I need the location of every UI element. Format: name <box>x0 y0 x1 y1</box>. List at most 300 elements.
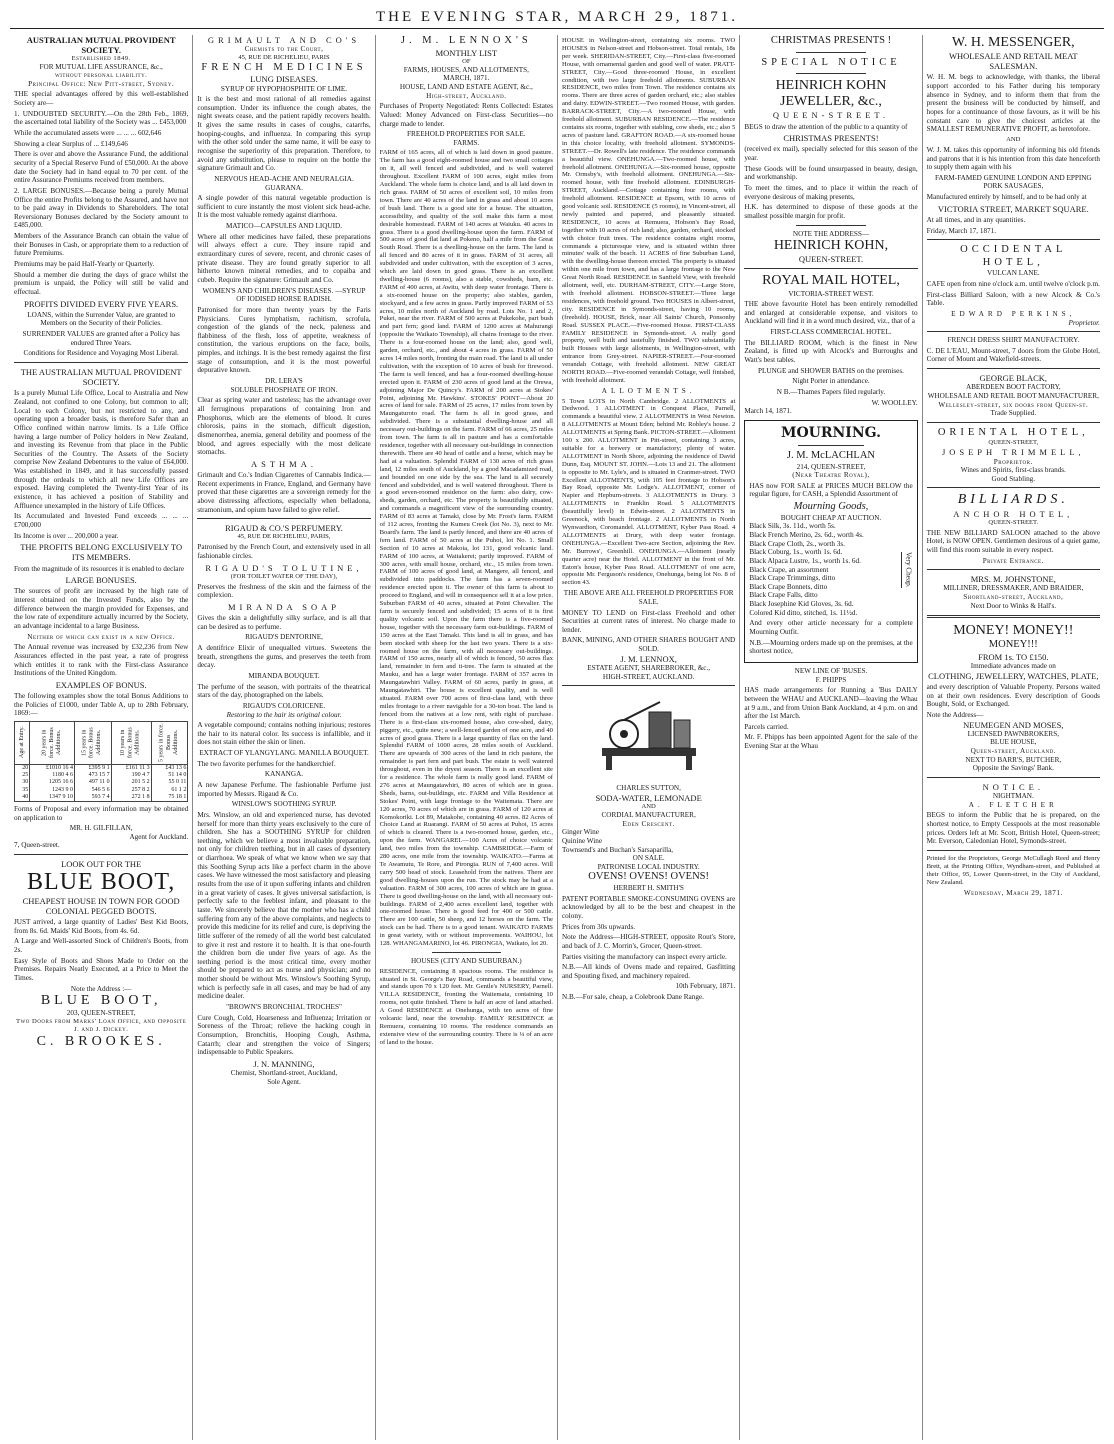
very-cheap: Very Cheap. <box>901 552 913 588</box>
farm-listings: FARM of 165 acres, all of which is laid down in good pasture. The farm has a good eight-roomed house and two small cottages on it, all well fenced and subdivided, and is well watered throughout. Excellent FARM of 100 acres, eight miles from Auckland. The whole farm is choice land, and is all laid down in rich grass. FARM of 50 acres of excellent soil, 10 miles from town. There are 40 acres of the land in grass and about 10 acres of bush land. There is a good site for a house. The situation, accessibility, and quality of the soil make this farm a most desirable homestead. FARM of 140 acres at Waiuku. 40 acres in grass. There is a good dwelling-house upon the farm. FARM of 500 acres of good flat land at Pokeno, half a mile from the Great South Road. There is a dwelling-house on the farm. The land is all fenced and 80 acres of it in grass. FARM of 31 acres, all subdivided and under cultivation, with the exception of 3 acres, which are laid down in good grass. There is an excellent dwelling-house (6 rooms), also a stable, cowsheds, barn, etc. FARM of 400 acres, at Awitu, with deep water frontage. There is a six-roomed house on the property; also stables, garden, stockyard, and a few acres in grass. Partly improved FARM of 53 acres, 10 miles north of Auckland by road. Lots No. 1 and 2, Pukei, near the river. FARM of 500 acres at Pukekohe, part bush and part fern; good land. FARM of 1200 acres at Mahurangi (opposite the Waikato Township), all chains frontage to the river. There is a four-roomed house on the land; also, good well, garden, orchard, etc., and about 4 acres in grass. FARM of 50 acres 14 miles north, fronting the main road. The land is all under cultivation, with the exception of 10 acres of bush for firewood. The farm is well fenced, and has a four-roomed dwelling-house erected upon it. FARM of 230 acres of good land at the Orewa, adjoining Major De Quincy's. FARM of 200 acres at Stokes' Point, adjoining Mr. Hawkins'. STOKES' POINT—About 20 acres of land for sale. FARM of 25 acres, 17 miles from town by Maungaturoto road. The farm is all in good grass, and subdivided. There is a substantial dwelling-house and all necessary out-buildings on the farm. FARM of 66 acres, 25 miles from town. The farm is all in pasture and has a comfortable residence, together with all necessary out-buildings in connection therewith. There are 40 head of cattle and a horse, which may be had at a valuation. Splendid FARM of 130 acres of rich grass land, 12 miles south of Auckland, by a good Macadamized road, and bounded on one side by the sea. The land is all securely fenced and subdivided, and is well watered throughout. There is a good seven-roomed residence on the farm: also dairy, cow-sheds, garden, orchard, etc. The property is beautifully situated, and commands a magnificent view of the surrounding country. FARM of 83 acres at Tamaki, close by Mr. Frost's farm. FARM of 112 acres, fronting the Kumeu Creek (lot No. 3), next to Mr. Board's farm. The land is partly fenced, and there are 40 acres of fern land. FARM of 50 acres at the Puhoi, lot No. 1. Small Section of 10 acres at Makoia, lot 131, good volcanic land. FARM of 100 acres, at Waitakerei; partly improved. FARM of 300 acres, with small house, orchard, etc., 15 miles from town. FARM of 100 acres of good land, at Mangere, all fenced, and subdivided into paddocks. The farm has a seven-roomed residence erected upon it. The owner of this farm is about to proceed to England, and will in consequence sell it at a low price. Suburban FARM of 40 acres, situated at Point Chevalier. The farm is securely fenced and subdivided; 15 acres of it is first quality volcanic soil. Upon the farm there is a five-roomed house, together with the necessary farm out-buildings. FARM of 150 acres at the East Tamaki. This land is all in grass, and has been stocked with sheep for the last two years. There is a six-roomed house on the farm, with all necessary out-buildings. FARM of 150 acres, nearly all of which is fenced, 50 acres flax land, remainder in fern and ti-tree. The farm is situated at the Mauku, and has a large water frontage. FARM of 357 acres in Maungatawhiri Valley. FARM of 60 acres, partly in grass, at Maungatawhiri. The house is excellent quality, and is well situated. FARM over 700 acres of first-class land, with three miles frontage to a river navigable for a 30-ton boat. The land is fenced from the natives at a low rent, with right of purchase. There is a first-class six-roomed house, also cow-shed, dairy, piggery, etc., quite new; a well-fenced garden of one acre, and 40 acres of good grass. There is a large quantity of flax on the land. Splendid FARM of 1000 acres, 28 miles south of Auckland. There are upwards of 300 acres of the land in rich pasture, the remainder is part fern and part bush. The estate is well watered throughout, even in the dryest season. There is an excellent site for a residence. The whole farm is really good land. FARM of 276 acres at Maungatawhiri, 80 acres of which are in grass. Sheds, barns, out-buildings, etc. FARM and Villa Residence at Stokes' Point, with large frontage to the Waitemata. There are 120 acres, 70 acres of which are in grass. FARM of 120 acres at Komokoriki. Lot 89, Matakohe, containing 40 acres. 82 Acres of Choice Land at Ruarangi. FARM of 50 acres at Puhoi, 15 acres of which is cleared. There is a two-roomed house, garden, etc., upon the farm. WANGAREI.—100 Acres of choice volcanic land, two miles from the township. CAMBRIDGE.—Farm of 280 acres, one mile from the township. WAIKATO.—Farms at Te Awamutu, Te Rore, and Pirongia. RUN of 7,400 acres. Will carry 500 head of stock. Leasehold from the natives. There are good dwelling-houses upon the run. The stock may be had at a valuation. FARM of 300 acres, 100 acres of which are in grass. There is good dwelling-house on the land, with all necessary out-buildings. FARM of 2,400 acres excellent land, together with one-roomed house. There is good feed for 400 or 500 cattle. There are 100 cattle, 50 sheep, and 12 horses on the farm. The stock can be had. There is to a good tenant. WAIKATO FARMS in great variety, with or without improvements. WAIHOU, lot 128. WHANGAMARINO, lot 46. PIRONGIA, Waikato, lot 20. <box>379 149 553 948</box>
divider <box>14 854 188 855</box>
bank-shares: BANK, MINING, AND OTHER SHARES BOUGHT AND SOLD. <box>562 636 736 654</box>
and-word: AND <box>641 803 656 811</box>
divider <box>927 239 1100 240</box>
brown-heading: "BROWN'S BRONCHIAL TROCHES" <box>226 1003 342 1012</box>
parcels: Parcels carried. <box>744 722 789 731</box>
soda-lemonade: SODA-WATER, LEMONADE <box>595 792 702 803</box>
fletcher-body: BEGS to inform the Public that he is prepared, on the shortest notice, to Empty Cesspools at the most reasonable prices. Orders left at Mr. Scott, British Hotel, Queen-street; Mr. Everson, Caledonian Hotel, Symonds-street. <box>926 811 1100 846</box>
soluble-body: Clear as spring water and tasteless; has the advantage over all ferruginous preparations of containing Iron and Phosphorus, which are the elements of blood. It cures chlorosis, pains in the stomach, difficult digestion, dismenorrhea, anemia, general debility and poorness of the blood, and agrees especially with the most delicate stomachs. <box>197 396 371 457</box>
profits-belong: THE PROFITS BELONG EXCLUSIVELY TO ITS MEMBERS. <box>20 542 183 563</box>
winslow-body: Mrs. Winslow, an old and experienced nurse, has devoted herself for more than thirty years exclusively to the cure of children. She has a SOOTHING SYRUP for children teething, which we believe a most invaluable preparation, not only for children teething, but in all cases of dysentery or diarrhoea. We speak of what we know when we say that this Soothing Syrup acts like a perfect charm in the above cases. We have witnessed the most satisfactory and pleasing results from the use of it upon suffering infants and children in a great variety of cases. It gives universal satisfaction, is perfectly safe to the feeblest infant, and pleasant to the taste. We sincerely believe that the mother who has a child suffering from any of the above complaints, and neglects to provide this medicine for its relief and cure, is depriving the little sufferer of the remedy of all the world best calculated to give it rest and restore it to health. It is that one-fourth the children born die under five years of age. As the teething period is the most critical time, every mother should be prepared to act as nurse and physician; and no mother should be without Mrs. Winslow's Soothing Syrup, which is perfectly safe in all cases, and may be had of any medicine dealer. <box>197 810 371 1001</box>
table-cell: 51 14 0 <box>151 772 188 779</box>
cordial: CORDIAL MANUFACTURER, <box>601 810 696 819</box>
amp-point-1b: While the accumulated assets were ... ... ... 602,646 <box>14 129 162 138</box>
amp-office: Principal Office: New Pitt-street, Sydney. <box>28 79 175 88</box>
date-woolley: March 14, 1871. <box>744 407 792 416</box>
nb-ovens: N.B.—All kinds of Ovens made and repaired, Gasfitting and Spouting fixed, and machinery repaired. <box>561 963 736 980</box>
bouquet-heading: MIRANDA BOUQUET. <box>248 671 320 680</box>
wellesley: Wellesley-street, six doors from Queen-st. <box>938 400 1089 409</box>
phipps-agent: Mr. F. Phipps has been appointed Agent for the sale of the Evening Star at the Whau <box>744 733 918 751</box>
table-row <box>15 764 188 772</box>
billiard-room: The BILLIARD ROOM, which is the finest in New Zealand, is fitted up with Alcock's and Burroughs and Watt's best tables. <box>744 338 918 365</box>
mourning-goods: Mourning Goods, <box>793 501 869 513</box>
engraving-leg <box>606 756 612 770</box>
agent-role: Agent for Auckland. <box>129 832 189 841</box>
amp-point-4: Premiums may be paid Half-Yearly or Quarterly. <box>14 260 155 268</box>
woolley: W. WOOLLEY. <box>871 398 918 407</box>
bonus-table-header-cell: Age at Entry. <box>15 721 30 764</box>
list-item: Black Crape Falls, ditto <box>749 591 818 600</box>
address-203: 203, QUEEN-STREET, <box>66 1009 136 1018</box>
mourning-heading: MOURNING. <box>780 424 881 441</box>
table-cell: 1243 9 0 <box>30 787 75 794</box>
women-heading: WOMEN'S AND CHILDREN'S DISEASES. —SYRUP OF IODISED HORSE RADISH. <box>202 286 366 304</box>
sutton-name: CHARLES SUTTON, <box>616 784 681 793</box>
blue-boot-heading: BLUE BOOT, <box>27 869 176 896</box>
divider <box>927 615 1100 618</box>
trade-supplied: Trade Supplied. <box>990 409 1037 418</box>
list-item: Black French Merino, 2s. 6d., worth 4s. <box>749 530 864 539</box>
table-cell: 40 <box>15 794 30 802</box>
ylang-heading: EXTRACT OF YLANGYLANG. MANILLA BOUQUET. <box>199 749 369 758</box>
farms-heading: FARMS. <box>453 138 480 147</box>
money-lend: MONEY TO LEND on First-class Freehold and other Securities at current rates of interest. No charge made to lender. <box>561 608 736 634</box>
freehold-heading: FREEHOLD PROPERTIES FOR SALE. <box>407 130 526 139</box>
smith-name: HERBERT H. SMITH'S <box>613 884 684 893</box>
and-word: AND <box>1006 135 1021 143</box>
table-cell: 190 4 7 <box>111 772 151 779</box>
amp-title: AUSTRALIAN MUTUAL PROVIDENT SOCIETY. <box>26 35 176 56</box>
list-item: Black Josephine Kid Gloves, 3s. 6d. <box>749 600 854 609</box>
next-door: Next Door to Winks & Hall's. <box>970 601 1057 610</box>
table-cell: 497 11 0 <box>74 779 111 786</box>
examples-heading: EXAMPLES OF BONUS. <box>55 679 147 690</box>
divider <box>927 422 1100 423</box>
lennox-address: HIGH-STREET, AUCKLAND. <box>602 672 695 681</box>
near-theatre: (Near Theatre Royal), <box>792 471 870 480</box>
ylang-body: The two favorite perfumes for the handkerchief. <box>197 759 336 768</box>
private-entrance: Private Entrance. <box>982 556 1044 565</box>
allotment-listings: 5 Town LOTS in North Cambridge. 2 ALLOTMENTS at Dedwood. 1 ALLOTMENT in Conquest Place, Parnell, commands a beautiful view. 2 ALLOTMENTS in West Newton. 8 ALLOTMENTS at Mount Eden; behind Mr. Robley's house. 2 ALLOTMENTS at Spring Bank. PICTON-STREET.—Allotment 100 x 200. ALLOTMENT in Pitt-street, containing 3 acres, suitable for a brewery or manufactory; plenty of water. ALLOTMENT in North Shore, adjoining the residence of David Dunn, Esq. MOUNT ST. JOHN.—Lots 13 and 21. The allotment is opposite to Mr. Lyle's, and is situated in Cranmer-street. TWO Excellent ALLOTMENTS, with 105 feet frontage to Hobson's Bay Road, opposite Mr. Lodge's. ALLOTMENT, corner of Napier and Hepburn-streets. 3 ALLOTMENTS in Drury. 3 ALLOTMENTS in Franklin Road. 5 ALLOTMENTS (beautifully level) in Edwin-street. 2 ALLOTMENTS in Greenock, with beach frontage. 2 ALLOTMENTS in North Wynwardton, Coromandel. ALLOTMENT, Kyber Pass Road. 4 ALLOTMENTS at Drury, with deep water frontage. ONEHUNGA.—Excellent Two-acre Section, adjoining the Rev. Mr. Burrows', Greenhill. ONEHUNGA.—Allotment (nearly quarter acre) near the Hotel. ALLOTMENT in the front of Mr. Eaton's house, Kyber Pass Road. ALLOTMENT of one acre, opposite Mr. Ferguson's residence, Onehunga, being lot No. 8 of section 43. <box>561 397 736 587</box>
amp-without: without personal liability. <box>55 71 148 79</box>
perkins: EDWARD PERKINS, <box>951 309 1076 318</box>
just-arrived: JUST arrived, a large quantity of Ladies' Best Kid Boots, from 8s. 6d. Maids' Kid Boots, from 4s. 6d. <box>14 918 189 935</box>
syrup-body: It is the best and most rational of all remedies against consumption. Under its influence the cough abates, the night sweats cease, and the patient rapidly recovers health. It gives the same results in cases of coughs, catarrhs, hooping-coughs, and influenza. In comparing this syrup with the other sold under the same name, it will be easy to recognise the superiority of this preparation. Therefore, to avoid any substitution, please to require on the bottle the signature Grimault and Co. <box>197 95 371 173</box>
billiard-saloon: First-class Billiard Saloon, with a new Alcock & Co.'s Table. <box>926 290 1100 308</box>
royal-mail: ROYAL MAIL HOTEL, <box>762 273 900 289</box>
table-row <box>15 772 188 779</box>
list-item: Colored Kid ditto, stitched, 1s. 11½d. <box>749 608 858 617</box>
meet: To meet the times, and to place it within the reach of everyone desirous of making presents, <box>744 183 918 201</box>
phipps: F. PHIPPS <box>815 675 847 684</box>
allotments-heading: ALLOTMENTS. <box>601 386 696 395</box>
engraving-tank <box>674 720 690 748</box>
grimault-address: 45, RUE DE RICHELIEU, PARIS <box>238 53 330 61</box>
saloon: THE NEW BILLIARD SALOON attached to the above Hotel, is NOW OPEN. Gentlemen desirous of a quiet game, will find this room suitable in every respect. <box>926 528 1100 554</box>
all-times: At all times, and in any quantities. <box>926 215 1026 224</box>
xmas-presents: CHRISTMAS PRESENTS! <box>783 133 879 144</box>
george-black: GEORGE BLACK, <box>979 373 1048 384</box>
kohn-name-2: HEINRICH KOHN, <box>773 238 889 254</box>
aberdeen: ABERDEEN BOOT FACTORY, <box>965 383 1061 392</box>
of: OF <box>462 57 471 65</box>
proprietor: Proprietor. <box>1068 318 1100 327</box>
milliner: MILLINER, DRESSMAKER, AND BRAIDER, <box>943 584 1084 593</box>
from-range: FROM 1s. TO £150. <box>978 652 1049 663</box>
prices: Prices from 30s upwards. <box>561 922 636 931</box>
amp-established: Established 1849. <box>71 55 131 63</box>
table-cell: 1205 16 6 <box>30 779 75 786</box>
bonus-table-header <box>15 721 188 764</box>
manning-role: Sole Agent. <box>267 1077 301 1086</box>
amp-point-1c: Showing a clear Surplus of ... £149,646 <box>14 139 128 148</box>
table-row <box>15 779 188 786</box>
nb-mourning: N.B.—Mourning orders made up on the premises, at the shortest notice, <box>749 638 913 656</box>
bonus-table-header-cell: 5 years in force. Bonus Additions. <box>151 721 188 764</box>
johnstone: MRS. M. JOHNSTONE, <box>970 574 1056 585</box>
messenger-name: W. H. MESSENGER, <box>951 35 1075 50</box>
houses-heading: HOUSES (CITY AND SUBURBAN.) <box>410 956 522 965</box>
advances: Immediate advances made on <box>970 662 1056 671</box>
list-item: Black Silk, 3s. 11d., worth 5s. <box>749 522 836 531</box>
women-body: Patronised for more than twenty years by the Faris Physicians. Cures lymphatism, rachitism, scrofula, congestion of the glands of the neck, paleness and flabbiness of the flesh, loss of appetite, weakness of constitution, the various eruptions on the face, boils, pimples, and itchings. It is the best remedy against the first stage of consumption, and it is the most powerful depurative known. <box>197 305 371 375</box>
columns <box>10 35 1104 1440</box>
anchor: ANCHOR HOTEL, <box>953 508 1074 519</box>
table-cell: 1180 4 6 <box>30 772 75 779</box>
table-cell: 75 18 1 <box>151 794 188 802</box>
lookout: LOOK OUT FOR THE <box>61 859 142 870</box>
messenger-body: W. H. M. begs to acknowledge, with thanks, the liberal support accorded to his Father during his temporary absence in Sydney, and to inform them that from the present the business will be conducted by himself, and hopes for a continuance of those favours, as it will be his constant care to give the choicest articles at the SMALLEST REMUNERATIVE PROFIT, as heretofore. <box>926 73 1100 134</box>
money-heading-2: MONEY!!! <box>988 639 1038 651</box>
column-1 <box>10 35 192 1440</box>
french-shirt: FRENCH DRESS SHIRT MANUFACTORY. <box>947 336 1080 345</box>
guarana-heading: GUARANA. <box>265 183 303 192</box>
next-barr: NEXT TO BARR'S, BUTCHER, <box>965 755 1062 764</box>
date-ovens: 10th February, 1871. <box>675 982 736 991</box>
vulcan-lane: VULCAN LANE. <box>986 269 1040 278</box>
engraving-hub <box>620 730 628 738</box>
list-item: Black Crape Bonnets, ditto <box>749 582 828 591</box>
bought-cheap: BOUGHT CHEAP AT AUCTION. <box>780 513 882 522</box>
oriental: ORIENTAL HOTEL, <box>937 426 1089 438</box>
occidental: OCCIDENTAL HOTEL, <box>960 244 1067 268</box>
blue-boot-2: BLUE BOOT, <box>40 993 162 1009</box>
miranda-soap-heading: MIRANDA SOAP <box>227 601 340 612</box>
list-item: Black Alpaca Lustre, 1s., worth 1s. 6d. <box>749 556 861 565</box>
house-land: HOUSE, LAND AND ESTATE AGENT, &c., <box>399 82 533 91</box>
special-notice: SPECIAL NOTICE <box>761 56 901 68</box>
amp-purpose: FOR MUTUAL LIFE ASSURANCE, &c., <box>39 63 163 72</box>
high-street: High-street, Auckland. <box>426 91 507 100</box>
divider <box>927 331 1100 332</box>
agent-name: MR. H. GILFILLAN, <box>69 824 133 833</box>
tolutine-body: Preserves the freshness of the skin and the fairness of the complexion. <box>197 582 371 600</box>
column-2 <box>192 35 374 1440</box>
winslow-heading: WINSLOW'S SOOTHING SYRUP. <box>231 800 337 809</box>
matico-body: Where all other medicines have failed, these preparations will always effect a cure. They insure rapid and extraordinary cures of severe, recent, and chronic cases of private disease. They are found greatly superior to all hitherto known mineral remedies, and to copaiba and cubeb. Require the signature: Grimault and Co. <box>197 232 371 284</box>
miranda-soap-body: Gives the skin a delightfully silky surface, and is all that can be desired as to perfume. <box>197 614 371 631</box>
kohn-name: HEINRICH KOHN <box>775 78 887 94</box>
night-porter: Night Porter in attendance. <box>792 377 870 386</box>
amp-point-3: Members of the Assurance Branch can obtain the value of their Bonuses in Cash, or appropriate them to a reduction of future Premiums. <box>14 232 189 258</box>
lennox-signature: J. M. LENNOX, <box>620 653 677 664</box>
divider <box>927 777 1100 778</box>
divider <box>14 362 188 363</box>
bonus-table-header-cell: 15 years in force. Bonus Additions. <box>74 721 111 764</box>
rigaud-address: 45, RUE DE RICHELIEU, PARIS, <box>237 533 331 541</box>
notice: NOTICE. <box>982 782 1044 792</box>
patent: PATENT PORTABLE SMOKE-CONSUMING OVENS are acknowledged by all to be the best and cheapest in the colony. <box>561 894 736 920</box>
brown-body: Cure Cough, Cold, Hoarseness and Influenza; Irritation or Soreness of the Throat; relieve the hacking cough in Consumption, Bronchitis, Hooping Cough, Asthma, Catarrh; clear and strengthen the voice of Singers; indispensable to Public Speakers. <box>197 1013 371 1057</box>
divider <box>562 685 735 686</box>
plunge: PLUNGE and SHOWER BATHS on the premises. <box>758 366 904 375</box>
engraving-leg <box>686 756 692 770</box>
note-address: Note the Address :— <box>70 984 132 993</box>
farms-houses: FARMS, HOUSES, AND ALLOTMENTS, <box>403 65 529 74</box>
annual: The Annual revenue was increased by £32,236 from New Assurances effected in the past year, a rate of progress which entitles it to rank with the First-class Assurance Institutions of the United Kingdom. <box>14 643 189 678</box>
xmas-heading: CHRISTMAS PRESENTS ! <box>770 35 892 46</box>
bonus-table-header-cell: 20 years in force. Bonus Additions. <box>30 721 75 764</box>
shortland: Shortland-street, Auckland, <box>963 593 1064 602</box>
kananga-body: A new Japanese Perfume. The fashionable Perfume just imported by Messrs. Rigaud & Co. <box>197 781 371 798</box>
above-freehold: THE ABOVE ARE ALL FREEHOLD PROPERTIES FOR SALE. <box>563 589 734 606</box>
parties: Parties visiting the manufactory can inspect every article. <box>561 952 727 961</box>
divider <box>927 487 1100 488</box>
house-listings: RESIDENCE, containing 8 spacious rooms. The residence is situated in St. George's Bay Road, commands a beautiful view, and stands upon 70 x 120 feet. Mr. Gentle's NURSERY, Parnell. VILLA RESIDENCE, fronting the Waitemata, containing 10 rooms, not quite finished. There is half an acre of land attached. A Good RESIDENCE at Onehunga, with ten acres of fine volcanic land, near the township. FAMILY RESIDENCE at Remuera, containing 10 rooms. The residence commands an extensive view of the surrounding country. There is ¼ of an acre of land to the house. <box>379 967 553 1046</box>
income: Its Income is over ... 200,000 a year. <box>14 531 119 540</box>
lennox-role: ESTATE AGENT, SHAREBROKER, &c., <box>587 663 711 672</box>
de-leau: C. DE L'EAU, Mount-street, 7 doors from the Globe Hotel, Corner of Mount and Wakefield-streets. <box>926 346 1100 364</box>
licensed: LICENSED PAWNBROKERS, <box>967 729 1060 738</box>
soda-machine-engraving <box>594 690 704 780</box>
masthead: THE EVENING STAR, MARCH 29, 1871. <box>10 6 1104 29</box>
phipps-body: HAS made arrangements for Running a 'Bus DAILY between the WHAU and AUCKLAND—leaving the Whau at 9 a.m., and from Union Bank Auckland, at 4 p.m. on and after the 1st March. <box>744 686 918 721</box>
monthly-list: MONTHLY LIST <box>435 47 498 58</box>
fletcher: A. FLETCHER <box>968 800 1058 809</box>
table-cell: £43 13 6 <box>151 764 188 772</box>
dentorine-heading: RIGAUD'S DENTORINE, <box>245 633 323 642</box>
townsend: Townsend's and Buchan's Sarsaparilla, <box>561 845 674 854</box>
queen-street-anchor: QUEEN-STREET. <box>988 518 1039 526</box>
divider <box>197 518 370 519</box>
lung-diseases: LUNG DISEASES. <box>250 74 318 85</box>
ginger-wine: Ginger Wine <box>561 828 599 837</box>
stabling: Good Stabling. <box>991 474 1036 483</box>
agent-address: 7, Queen-street. <box>14 841 60 850</box>
cafe: CAFE open from nine o'clock a.m. until twelve o'clock p.m. <box>926 280 1100 288</box>
lennox-title: J. M. LENNOX'S <box>400 35 532 46</box>
note-high: Note the Address—HIGH-STREET, opposite Rout's Store, and back of J. C. Morrin's, Grocer, Queen-street. <box>561 933 736 950</box>
lera-heading: DR. LERA'S <box>265 377 303 386</box>
table-cell: 35 <box>15 787 30 794</box>
bonus-table <box>14 721 188 802</box>
column-6 <box>922 35 1104 1440</box>
table-cell: 25 <box>15 772 30 779</box>
wines: Wines and Spirits, first-class brands. <box>960 466 1066 475</box>
clothing: CLOTHING, JEWELLERY, WATCHES, PLATE, <box>928 670 1099 681</box>
victoria-market: VICTORIA STREET, MARKET SQUARE. <box>937 203 1089 214</box>
goods: These Goods will be found unsurpassed in beauty, design, and workmanship. <box>744 164 918 182</box>
victoria-street: VICTORIA-STREET WEST. <box>788 289 874 298</box>
farm-famed: FARM-FAMED GENUINE LONDON AND EPPING PORK SAUSAGES, <box>934 173 1092 191</box>
jeweller: JEWELLER, &c., <box>780 94 882 110</box>
mourning-items <box>749 522 912 617</box>
brookes: C. BROOKES. <box>36 1033 166 1049</box>
month: MARCH, 1871. <box>443 74 490 83</box>
column-4 <box>557 35 739 1440</box>
purchases: Purchases of Property Negotiated: Rents Collected: Estates Valued: Money Advanced on First-class Securities—no charge made to lender. <box>379 102 553 128</box>
queen-auckland: Queen-street, Auckland. <box>970 747 1056 756</box>
surrender: SURRENDER VALUES are granted after a Policy has endured Three Years. <box>22 330 180 347</box>
coloricene-heading: RIGAUD'S COLORICENE. <box>242 701 326 710</box>
mclachlan: J. M. McLACHLAN <box>786 449 876 461</box>
table-cell: £1010 16 4 <box>30 764 75 772</box>
nightman: NIGHTMAN. <box>992 792 1034 801</box>
money-heading: MONEY! MONEY!! <box>953 623 1074 639</box>
magnitude: From the magnitude of its resources it is enabled to declare <box>14 564 185 573</box>
manufactured: Manufactured entirely by himself, and to be had only at <box>926 193 1087 202</box>
table-cell: 30 <box>15 779 30 786</box>
divider <box>796 73 865 74</box>
patronise: PATRONISE LOCAL INDUSTRY. <box>597 862 700 871</box>
printed-by: Printed for the Proprietors, George McCullagh Reed and Henry Brett, at the Printing Office, Wyndham-street, and Published at their Office, 95, Lower Queen-street, in the City of Auckland, New Zealand. <box>926 855 1100 886</box>
eden-crescent: Eden Crescent. <box>622 819 675 828</box>
rigaud-title: RIGAUD & CO.'S PERFUMERY. <box>225 523 343 534</box>
kananga-heading: KANANGA. <box>264 770 304 779</box>
sources: The sources of profit are increased by the high rate of interest obtained on the Invested Funds, also by the difference between the margin provided for Expenses, and the low rate of expenditure actually incurred by the Society, an advantage incidental to a large Business. <box>14 587 189 630</box>
rigaud-body: Patronised by the French Court, and extensively used in all fashionable circles. <box>197 543 371 560</box>
accumulated: Its Accumulated and Invested Fund exceeds ... ... ... £700,000 <box>14 512 189 529</box>
asthma-body: Grimault and Co.'s Indian Cigarettes of Cannabis Indica.—Recent experiments in France, England, and Germany have proved that these cigarettes are a sovereign remedy for the above distressing affections, especially when belladona, stramonium, and opium have failed to give relief. <box>197 470 371 514</box>
new-line-buses: NEW LINE OF 'BUSES. <box>794 666 868 675</box>
manning-address: Chemist, Shortland-street, Auckland, <box>230 1069 338 1078</box>
divider <box>927 368 1100 369</box>
divider <box>744 268 917 269</box>
amp-point-1d: There is over and above the Assurance Fund, the additional security of a Special Reserve Fund of £50,000. At the above date the Society had in hand equal to 70 per cent. of the entire Assurance Premiums received from members. <box>14 150 189 185</box>
loans: LOANS, within the Surrender Value, are granted to Members on the Security of their Policies. <box>27 310 176 328</box>
queen-street-2: QUEEN-STREET. <box>798 254 864 265</box>
engraving-base <box>602 748 696 756</box>
matico-heading: MATICO—CAPSULES AND LIQUID. <box>225 222 342 231</box>
syrup-heading: SYRUP OF HYPOPHOSPHITE OF LIME. <box>220 84 348 93</box>
tolutine-sub: (FOR TOILET WATER OF THE DAY), <box>230 572 338 580</box>
hotel-body: THE above favourite Hotel has been entirely remodelled and enlarged at considerable expense, and visitors to Auckland will find it in a word much desired, viz., that of a <box>744 300 918 326</box>
savings-bank: Opposite the Savings' Bank. <box>972 764 1054 773</box>
date-printed: Wednesday, March 29, 1871. <box>963 888 1063 897</box>
amp2-body: Is a purely Mutual Life Office, Local to Australia and New Zealand, not confined to one Colony, but common to all; Local to each Colony, but not restricted to any, and operating upon a broader basis, is therefore Safer than an Office confined within narrow limits. Is a Life Office having a large number of Policy holders in New Zealand, and investing its Revenue from that place in the Public Securities of the Country. The Assets of the Society comprise New Zealand Debentures to the value of £64,000. Was established in 1849, and it has successfully passed through the ordeals to which all new Life Offices are exposed. Having completed the Twenty-first Year of its existence, it has achieved a position of Stability and Affluence unexampled in the history of Life Offices. <box>14 389 189 510</box>
table-row <box>15 787 188 794</box>
table-cell: 546 5 6 <box>74 787 111 794</box>
trimmell: JOSEPH TRIMMELL, <box>941 447 1085 458</box>
billiards: BILLIARDS. <box>957 492 1069 508</box>
divider <box>796 52 865 53</box>
neither: Neither of which can exist in a new Office. <box>27 632 176 641</box>
guarana-body: A single powder of this natural vegetable production is sufficient to cure instantly the most violent sick head-ache. It is the most valuable remedy against diarrhoea. <box>197 194 371 220</box>
coloricene-body: A vegetable compound; contains nothing injurious; restores the hair to its natural color. Its success is infallible, and it does not stain either the skin or linen. <box>197 721 371 747</box>
tolutine-heading: RIGAUD'S TOLUTINE, <box>205 562 363 573</box>
table-row <box>15 794 188 802</box>
first-class-commercial: FIRST-CLASS COMMERCIAL HOTEL. <box>770 328 892 337</box>
table-cell: £161 11 3 <box>111 764 151 772</box>
quinine-wine: Quinine Wine <box>561 836 603 845</box>
nb-sale: N.B.—For sale, cheap, a Colebrook Dane Range. <box>561 993 704 1002</box>
queen-street: QUEEN-STREET. <box>772 110 890 121</box>
meat-salesman: WHOLESALE AND RETAIL MEAT SALESMAN. <box>948 51 1078 72</box>
divider <box>798 445 863 446</box>
mourning-box <box>744 420 917 663</box>
table-cell: 1347 9 10 <box>30 794 75 802</box>
table-cell: 593 7 4 <box>74 794 111 802</box>
grimault-title: GRIMAULT AND CO'S <box>207 35 361 45</box>
nb-thames: N B.—Thames Papers filed regularly. <box>776 387 886 396</box>
blue-house: BLUE HOUSE, <box>990 738 1037 747</box>
amp2-title: THE AUSTRALIAN MUTUAL PROVIDENT SOCIETY. <box>20 366 182 388</box>
nervous-heading: NERVOUS HEAD-ACHE AND NEURALGIA. <box>214 174 354 183</box>
list-item: Black Crape, an assortment <box>749 565 829 574</box>
ovens-heading: OVENS! OVENS! OVENS! <box>588 871 710 883</box>
note-address: NOTE THE ADDRESS— <box>792 229 870 238</box>
house-listings-cont: HOUSE in Wellington-street, containing six rooms. TWO HOUSES in Nelson-street and Hobson-street. Total rentals, 18s per week. SHERIDAN-STREET, City.—First-class five-roomed House, with ornamental garden and good well of water. PRATT-STREET, City.—Good three-roomed House, in excellent condition, with two large freehold allotments. SUBURBAN RESIDENCE, two miles from Town. The residence contains six rooms. There are three acres of garden orchard, etc.; also stables and dairy. EDWIN-STREET.—Two roomed House, with garden. BARRACK-STREET, City.—A two-roomed House, with freehold allotment. SUBURBAN RESIDENCE.—The residence contains six rooms, together with stabling, cow sheds, etc.; also 5 acres of pasture land. GRAFTON ROAD.—A six-roomed house in this choice locality, with freehold allotment. SYMONDS-STREET.—Dr. Rowell's late residence. The residence commands a beautiful view. ONEHUNGA.—Two-roomed house, with freehold allotment. ONEHUNGA.—Six-roomed house, opposite Mr. Ormsby's, with freehold allotment. ONEHUNGA.—Six-roomed house, with fine freehold allotment. EDINBURGH-STREET, Auckland.—Cottage containing four rooms, with freehold allotment. RESIDENCE at Epsom, with 10 acres of good volcanic soil. RESIDENCE (5 rooms), in Vincent-street, all newly painted and papered, and pleasantly situated. RESIDENCE, 10 acres at Remuera, Hobson's Bay Road, together with 10 acres of rich land; also, garden, orchard, stocked with choice fruit trees. The residence contains eight rooms, commands a picturesque view, and is situated within three minutes' walk of the beach. 11 ACRES of fine Suburban Land, with the dwelling-house thereon erected. The property is situated within one mile from town, and has a large frontage to the New Great North Road. RESIDENCE in Sanfield View, with freehold allotment, well, etc. DURHAM-STREET, CITY.—Large Store, with freehold allotment. HOBSON-STREET.—Three large residences, with freehold ground. Two HOUSES in Albert-street, city. RESIDENCE in Symonds-street, having 10 rooms, (freehold). HOUSE, Brick, near All Saints' Church, Ponsonby Road. SUSSEX PLACE.—Five-roomed House. FIRST-CLASS FAMILY RESIDENCE in Symonds-street. A really good property, well built and tastefully finished. TWO substantially built Houses with large allotments, in Wellington-street, with entrance from Grey-street. NAPIER-STREET.—Four-roomed verandah Cottage, with freehold allotment. NEW GREAT NORTH ROAD.—Five-roomed verandah Cottage, well finished, with freehold allotment. <box>561 37 736 384</box>
proprietor-2: Proprietor. <box>993 457 1033 466</box>
list-item: Black Crape Cloth, 2s., worth 3s. <box>749 539 845 548</box>
easy-style: Easy Style of Boots and Shoes Made to Order on the Premises. Repairs Neatly Executed, at a Price to Meet the Times. <box>14 956 189 982</box>
conditions: Conditions for Residence and Voyaging Most Liberal. <box>23 349 179 358</box>
amp-point-5: Should a member die during the days of grace whilst the premium is unpaid, the Policy will still be valid and effectual. <box>14 270 189 296</box>
on-sale: ON SALE. <box>632 854 665 863</box>
grimault-chemists: Chemists to the Court, <box>244 45 324 54</box>
wj-body: W. J. M. takes this opportunity of informing his old friends and patrons that it is his intention from this date henceforth to supply them again with his <box>926 145 1100 172</box>
queen-street-oriental: QUEEN-STREET, <box>988 439 1039 447</box>
bonus-table-header-cell: 10 years in force. Bonus Additions. <box>111 721 151 764</box>
neumegen: NEUMEGEN AND MOSES, <box>963 719 1064 730</box>
bouquet-body: The perfume of the season, with portraits of the theatrical stars of the day, photographed on the labels. <box>197 682 371 700</box>
begs: BEGS to draw the attention of the public to a quantity of <box>744 122 908 131</box>
engraving-cylinder <box>649 712 671 748</box>
column-3 <box>375 35 557 1440</box>
table-cell: 61 1 2 <box>151 787 188 794</box>
table-cell: £395 9 1 <box>74 764 111 772</box>
forms: Forms of Proposal and every information may be obtained on application to <box>14 804 189 822</box>
list-item: Black Crape Trimmings, ditto <box>749 574 836 583</box>
large-stock: A Large and Well-assorted Stock of Children's Boots, from 2s. <box>14 937 189 954</box>
table-cell: 272 1 8 <box>111 794 151 802</box>
large-bonuses: LARGE BONUSES. <box>65 575 137 586</box>
table-cell: 473 15 7 <box>74 772 111 779</box>
hk: H.K. has determined to dispose of these goods at the smallest possible margin for profit. <box>744 203 918 220</box>
table-cell: 20 <box>15 764 30 772</box>
address-214: 214, QUEEN-STREET, <box>796 462 866 471</box>
divider <box>927 569 1100 570</box>
table-cell: 55 0 11 <box>151 779 188 786</box>
amp-point-1: 1. UNDOUBTED SECURITY.—On the 28th Feb., 1869, the ascertained total liability of the Society was ... £453,000 <box>14 109 189 127</box>
has-now: HAS now FOR SALE at PRICES MUCH BELOW the regular figure, for CASH, a Splendid Assortment of <box>749 481 913 499</box>
divider <box>796 225 865 226</box>
two-doors: Two Doors from Marks' Loan Office, and Opposite J. and J. Dickey. <box>16 1017 187 1033</box>
dentorine-body: A dentifrice Elixir of unequalled virtues. Sweetens the breath, strengthens the gums, and preserves the teeth from decay. <box>197 644 371 670</box>
soluble-heading: SOLUBLE PHOSPHATE OF IRON. <box>230 385 338 394</box>
profits-heading: PROFITS DIVIDED EVERY FIVE YEARS. <box>24 298 179 309</box>
column-5 <box>739 35 921 1440</box>
divider <box>927 850 1100 851</box>
cheapest: CHEAPEST HOUSE IN TOWN FOR GOOD COLONIAL PEGGED BOOTS. <box>22 895 180 916</box>
table-cell: 201 5 2 <box>111 779 151 786</box>
every-other: And every other article necessary for a complete Mourning Outfit. <box>749 619 913 637</box>
coloricene-sub: Restoring to the hair its original colour. <box>226 710 342 719</box>
list-item: Black Coburg, 1s., worth 1s. 6d. <box>749 548 843 557</box>
asthma-heading: ASTHMA. <box>250 458 317 469</box>
examples-intro: The following examples show the total Bonus Additions to the Policies of £1000, under Table A, up to 28th February, 1869:— <box>14 692 189 718</box>
